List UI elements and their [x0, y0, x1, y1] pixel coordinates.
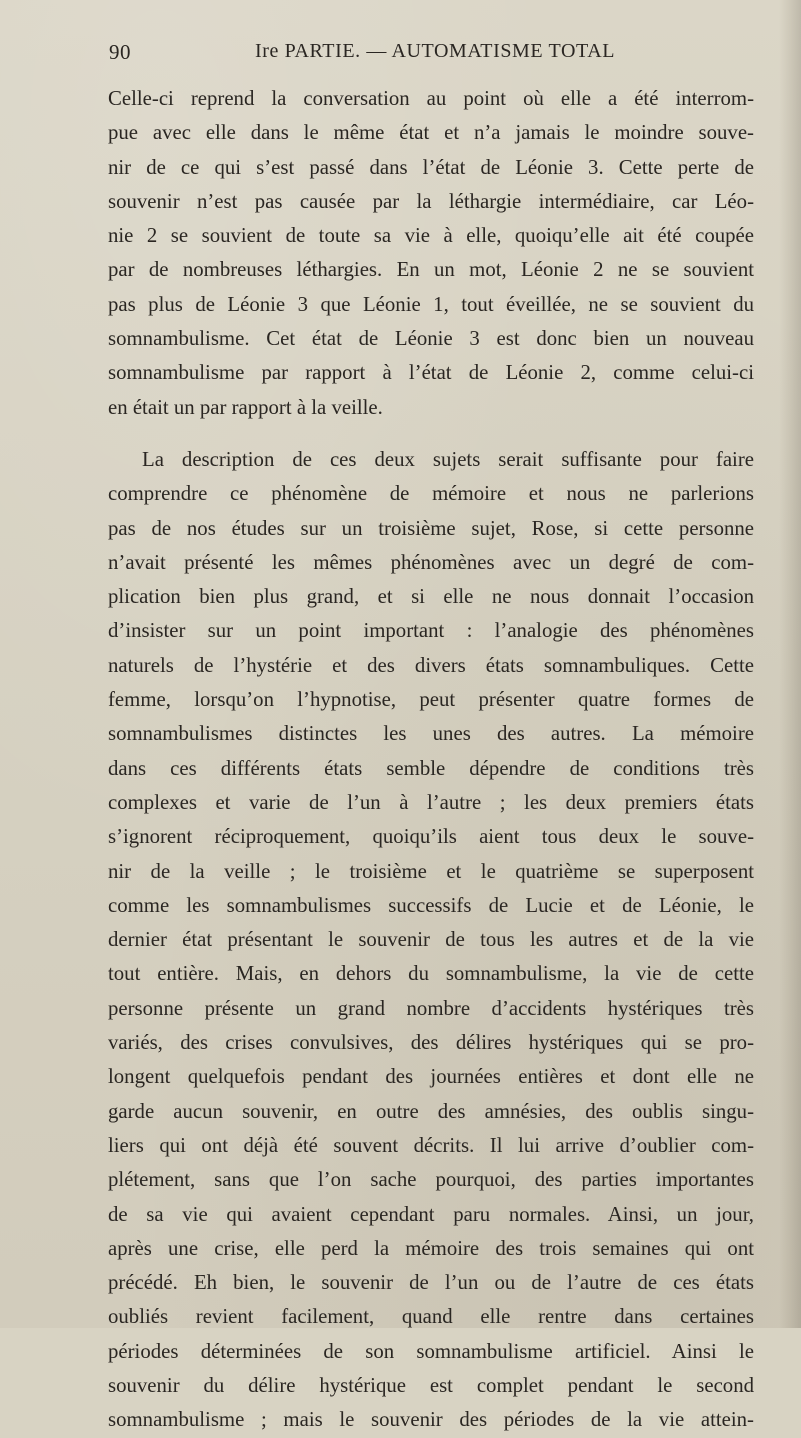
- text-line: en était un par rapport à la veille.: [108, 395, 383, 419]
- text-line: somnambulisme ; mais le souvenir des périodes de la vie attein-: [108, 1408, 754, 1432]
- text-line: garde aucun souvenir, en outre des amnésies, des oublis singu-: [108, 1099, 754, 1123]
- text-line: comme les somnambulismes successifs de Lucie et de Léonie, le: [108, 893, 754, 917]
- text-line: naturels de l’hystérie et des divers états somnambuliques. Cette: [108, 653, 754, 677]
- text-line: nir de ce qui s’est passé dans l’état de Léonie 3. Cette perte de: [108, 155, 754, 179]
- text-line: longent quelquefois pendant des journées entières et dont elle ne: [108, 1065, 754, 1089]
- text-line: s’ignorent réciproquement, quoiqu’ils aient tous deux le souve-: [108, 825, 754, 849]
- text-line: complexes et varie de l’un à l’autre ; les deux premiers états: [108, 790, 754, 814]
- text-line: souvenir n’est pas causée par la léthargie intermédiaire, car Léo-: [108, 189, 754, 213]
- paragraph: [108, 82, 754, 425]
- text-line: somnambulisme par rapport à l’état de Léonie 2, comme celui-ci: [108, 361, 754, 385]
- text-line: oubliés revient facilement, quand elle rentre dans certaines: [108, 1305, 754, 1329]
- text-line: plétement, sans que l’on sache pourquoi, des parties importantes: [108, 1168, 754, 1192]
- page-edge-shadow: [779, 0, 801, 1328]
- page-number: 90: [109, 40, 131, 64]
- text-line: de sa vie qui avaient cependant paru normales. Ainsi, un jour,: [108, 1202, 754, 1226]
- text-line: somnambulismes distinctes les unes des autres. La mémoire: [108, 722, 754, 746]
- text-line: n’avait présenté les mêmes phénomènes avec un degré de com-: [108, 550, 754, 574]
- text-line: souvenir du délire hystérique est complet pendant le second: [108, 1373, 754, 1397]
- text-line: femme, lorsqu’on l’hypnotise, peut présenter quatre formes de: [108, 688, 754, 712]
- text-line: La description de ces deux sujets serait suffisante pour faire: [142, 447, 754, 471]
- text-line: précédé. Eh bien, le souvenir de l’un ou de l’autre de ces états: [108, 1271, 754, 1295]
- text-line: somnambulisme. Cet état de Léonie 3 est donc bien un nouveau: [108, 327, 754, 351]
- paragraph: [108, 443, 754, 1438]
- text-line: nie 2 se souvient de toute sa vie à elle, quoiqu’elle ait été coupée: [108, 224, 754, 248]
- text-line: plication bien plus grand, et si elle ne nous donnait l’occasion: [108, 585, 754, 609]
- page-header: [109, 40, 749, 72]
- text-line: liers qui ont déjà été souvent décrits. Il lui arrive d’oublier com-: [108, 1133, 754, 1157]
- text-line: par de nombreuses léthargies. En un mot, Léonie 2 ne se souvient: [108, 258, 754, 282]
- text-line: dernier état présentant le souvenir de tous les autres et de la vie: [108, 928, 754, 952]
- body-text: [108, 82, 754, 1438]
- text-line: variés, des crises convulsives, des délires hystériques qui se pro-: [108, 1031, 754, 1055]
- text-line: tout entière. Mais, en dehors du somnambulisme, la vie de cette: [108, 962, 754, 986]
- text-line: Celle-ci reprend la conversation au point où elle a été interrom-: [108, 87, 754, 110]
- text-line: pas de nos études sur un troisième sujet, Rose, si cette personne: [108, 516, 754, 540]
- running-title: Ire PARTIE. — AUTOMATISME TOTAL: [255, 40, 616, 62]
- text-line: nir de la veille ; le troisième et le quatrième se superposent: [108, 859, 754, 883]
- text-line: dans ces différents états semble dépendre de conditions très: [108, 756, 754, 780]
- text-line: pas plus de Léonie 3 que Léonie 1, tout éveillée, ne se souvient du: [108, 292, 754, 316]
- text-line: après une crise, elle perd la mémoire des trois semaines qui ont: [108, 1236, 754, 1260]
- text-line: personne présente un grand nombre d’accidents hystériques très: [108, 996, 754, 1020]
- text-line: comprendre ce phénomène de mémoire et nous ne parlerions: [108, 482, 754, 506]
- text-line: pue avec elle dans le même état et n’a jamais le moindre souve-: [108, 121, 754, 145]
- text-line: d’insister sur un point important : l’analogie des phénomènes: [108, 619, 754, 643]
- text-line: périodes déterminées de son somnambulisme artificiel. Ainsi le: [108, 1339, 754, 1363]
